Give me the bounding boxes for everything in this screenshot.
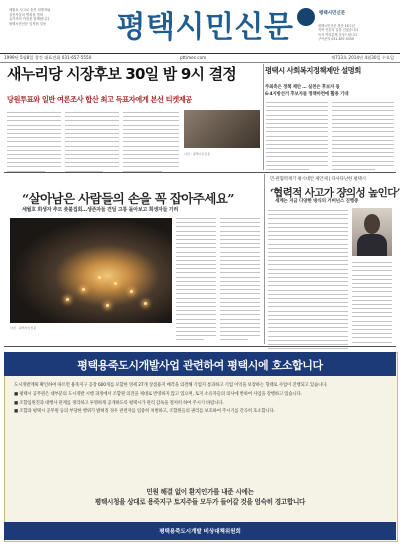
masthead-notice-box <box>9 8 97 48</box>
lead-body-column <box>123 112 179 175</box>
vigil-body-column <box>176 218 216 344</box>
ad-sponsor: 평택용죽도시개발 비상대책위원회 <box>159 529 241 535</box>
side-body-column <box>266 102 328 173</box>
vigil-photo-caption: 사진 : 평택시민신문 <box>10 326 37 330</box>
column-divider <box>264 174 265 344</box>
lead-body-column <box>7 112 61 175</box>
notice-line: 유가족의 아픔을 함께합니다 <box>9 17 50 22</box>
candlelight-subhead: 세월호 희생자 추모 촛불집회…생존자들 견딜 고통 돌아보고 희생자들 기려 <box>22 207 179 213</box>
candlelight-headline[interactable]: “살아남은 사람들의 손을 꼭 잡아주세요” <box>22 191 234 206</box>
subscription-line: 구독문의 031-657-5550 <box>318 36 354 41</box>
lead-subhead: 당원투표와 일반 여론조사 합산 최고 득표자에게 본선 티켓제공 <box>7 95 192 104</box>
website-link[interactable]: pttimes.com <box>180 55 207 60</box>
logo-icon <box>297 8 315 26</box>
ad-paragraph: ■ 평택시 공무원은 대부분의 도시개발 시행 과정에서 조합원 의견을 제대로 반영하지 않고 있으며, 토지 소유자들의 의사에 반하여 사업을 강행하고 있습니다. <box>14 391 302 397</box>
portrait-head <box>364 214 380 234</box>
notice-line: 평택시민신문 임직원 일동 <box>9 21 47 26</box>
notice-line: 세월호 사고로 숨진 희생자와 <box>9 8 51 12</box>
interview-headline[interactable]: ‘협력적 사고가 쟝의성 높인다’ <box>270 187 400 199</box>
interview-body-column <box>352 262 392 350</box>
logo-text: 평택시민신문 <box>319 11 346 16</box>
vigil-body-column <box>220 218 260 344</box>
date-bar <box>0 53 400 63</box>
ad-body <box>14 382 386 417</box>
ad-paragraph: ■ 조합임원진과 대행사 관계를 정리하고 투명하게 공개하도록 평택시가 관리 감독을 철저히 하여 주시기 바랍니다. <box>14 400 224 406</box>
public-appeal-ad <box>4 352 398 542</box>
section-divider <box>4 346 396 347</box>
side-subhead <box>265 84 395 98</box>
lead-headline[interactable]: 새누리당 시장후보 30일 밤 9시 결정 <box>7 65 236 83</box>
lead-photo[interactable] <box>184 110 260 148</box>
column-divider <box>263 64 264 170</box>
subscription-line: 독자 여러분께 감사드립니다 <box>318 32 357 37</box>
side-headline[interactable]: 평택시 사회복지정책제안 설명회 <box>265 66 361 75</box>
subscription-line: 평택시민신문 창간 18주년 <box>318 24 355 28</box>
notice-line: 실종자들의 명복을 빌며 <box>9 12 43 17</box>
interview-body-column <box>268 210 348 361</box>
side-subhead-line: 주최측은 정책 제안 … 실천은 후보자 몫 <box>265 85 340 90</box>
issue-date: 제713호 2014년 4월30일 수요일 <box>331 55 394 60</box>
candlelight-vigil-photo[interactable] <box>10 218 172 323</box>
portrait-body <box>357 234 387 256</box>
ad-closing-line: 민원 해결 없이 환지인가를 내준 시에는 <box>146 488 254 496</box>
interviewee-portrait[interactable] <box>352 208 392 256</box>
newspaper-title[interactable]: 평택시민신문 <box>116 10 294 45</box>
interview-subhead: 세계는 지금 다양한 방식의 거버넌스 진행중 <box>275 199 359 204</box>
section-divider <box>4 172 396 173</box>
subscription-box <box>318 24 393 41</box>
side-subhead-line: 6·4지방선거 후보자들 정책마련에 활용 기대 <box>265 92 349 97</box>
lead-body-column <box>65 112 119 175</box>
subscription-line: 지역 언론의 길을 걷겠습니다 <box>318 28 358 33</box>
ad-paragraph: ■ 조합과 평택시 공무원 등의 부당한 행위가 밝혀질 경우 관련자를 엄중히 처벌하고, 조합원들의 권리를 보호하여 주시기를 간곡히 호소합니다. <box>14 409 275 415</box>
interview-series-label: 민·관협력재기 평시대안 제안제 | 다사다난한 평택시 <box>270 177 366 182</box>
founding-info: 1999년 5월8일 창간 대표전화 031-657-5550 <box>4 55 92 60</box>
ad-title: 평택용죽도시개발사업 관련하여 평택시에 호소합니다 <box>77 359 323 372</box>
lead-photo-caption: 사진 : 평택시민신문 <box>184 152 211 156</box>
ad-paragraph: 도시개발계획 확인하여 따르면 용죽지구 공장 600개를 포함한 영세 27개 상점용지 매각을 의결해 기업지 통과하고 기업 이익을 보장하는 형태로 사업이 진행되고 있습니다. <box>14 383 328 388</box>
ad-closing-statement <box>4 487 396 507</box>
side-body-column <box>332 102 394 173</box>
ad-closing-line: 평택시청을 상대로 용죽지구 토지주들 모두가 들어갈 것을 엄숙히 경고합니다 <box>94 498 306 506</box>
